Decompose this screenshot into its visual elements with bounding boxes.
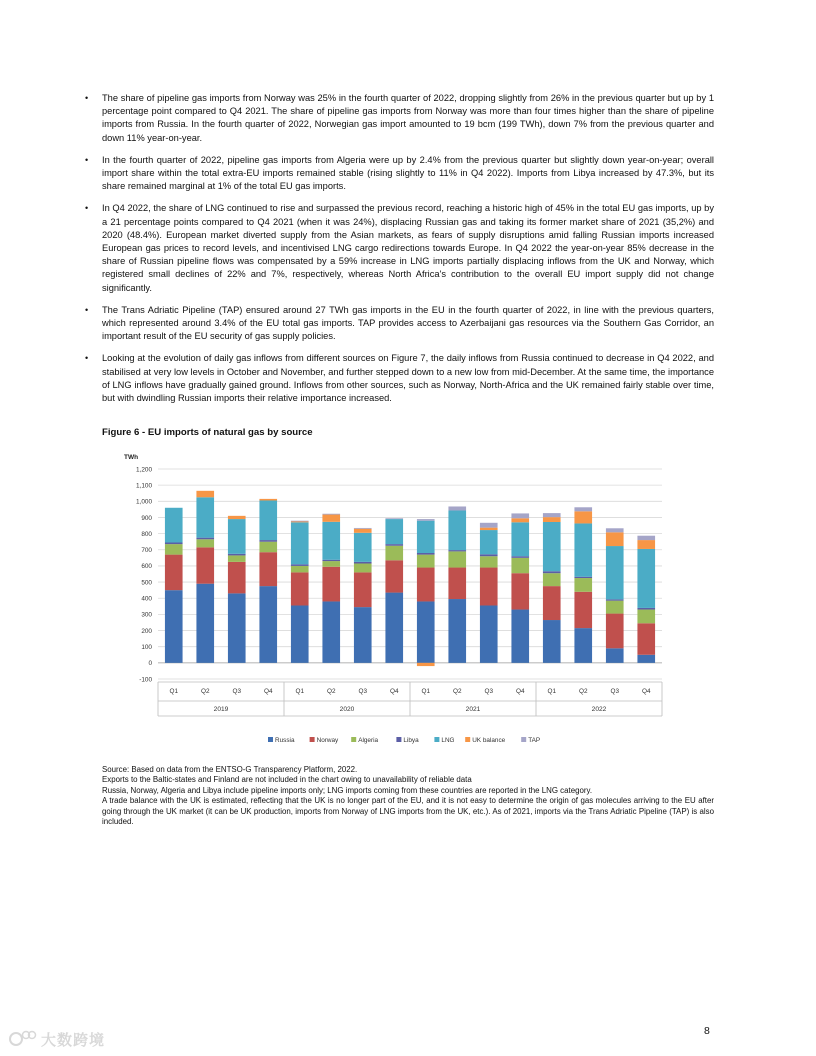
bar-segment — [574, 507, 592, 511]
bullet-text: In the fourth quarter of 2022, pipeline gas imports from Algeria were up by 2.4% from the previous quarter but slightly down year-on-year; overall import share within the total extra-EU imports remained stable (rising slightly to 11% in Q4 2022). Imports from Libya increased by 47.3%, but its share remained marginal at 1% of the total EU gas imports. — [102, 154, 714, 192]
bar-segment — [606, 614, 624, 649]
y-tick-label: 1,000 — [136, 498, 152, 506]
bar-segment — [480, 606, 498, 663]
bullet-text: Looking at the evolution of daily gas inflows from different sources on Figure 7, the daily inflows from Russia continued to decrease in Q4 2022, and stabilised at very low levels in October and November, and further stepped down to a new low from mid-December. At the same time, the importance of LNG inflows have gradually gained ground. Inflows from other sources, such as Norway, North-Africa and the UK remained fairly stable over time, but with dwindling Russian imports their relative importance increased. — [102, 353, 714, 404]
bar-segment — [196, 497, 214, 537]
x-tick-label: Q3 — [358, 688, 368, 695]
bar-segment — [511, 513, 529, 518]
bar-segment — [543, 620, 561, 663]
bar-segment — [574, 628, 592, 663]
bar-segment — [543, 573, 561, 586]
bullet-algeria — [84, 154, 714, 194]
bar-segment — [385, 519, 403, 544]
x-tick-label: Q2 — [326, 688, 336, 695]
year-group-label: 2019 — [213, 706, 229, 713]
bar-segment — [480, 556, 498, 567]
bar-segment — [511, 558, 529, 573]
bar-segment — [480, 554, 498, 556]
legend-label: Norway — [316, 737, 339, 744]
legend-label: TAP — [528, 737, 541, 744]
legend — [268, 737, 540, 744]
bar-segment — [511, 556, 529, 558]
bullet-text: The Trans Adriatic Pipeline (TAP) ensured around 27 TWh gas imports in the EU in the fourth quarter of 2022, in line with the previous quarters, which represented around 3.4% of the EU total gas imports. TAP provides access to Azerbaijani gas resources via the Southern Gas Corridor, an important result of the EU security of gas supply policies. — [102, 304, 714, 342]
bar-segment — [574, 511, 592, 523]
bullet-list — [84, 92, 714, 414]
bar-segment — [291, 521, 309, 522]
legend-swatch — [434, 737, 439, 742]
bar-segment — [196, 538, 214, 540]
bar-segment — [228, 519, 246, 554]
bar-segment — [322, 561, 340, 567]
bar-segment — [196, 491, 214, 497]
bar-segment — [196, 539, 214, 547]
legend-swatch — [521, 737, 526, 742]
y-tick-label: -100 — [139, 676, 152, 684]
bar-segment — [448, 568, 466, 600]
legend-swatch — [310, 737, 315, 742]
bar-segment — [196, 584, 214, 663]
y-tick-label: 0 — [148, 660, 152, 668]
bar-segment — [606, 532, 624, 546]
bar-segment — [354, 528, 372, 529]
y-tick-label: 200 — [141, 627, 152, 635]
year-group-label: 2022 — [591, 706, 607, 713]
bar-segment — [354, 529, 372, 533]
bar-segment — [637, 655, 655, 663]
x-tick-label: Q4 — [389, 688, 399, 695]
bar-segment — [543, 522, 561, 571]
bar-segment — [291, 606, 309, 663]
y-tick-label: 700 — [141, 547, 152, 555]
uk-balance-note: A trade balance with the UK is estimated, reflecting that the UK is no longer part of the EU, and it is not easy to determine the origin of gas molecules arriving to the EU after going through the UK market (it can be UK production, imports from Norway of LNG imports from the UK, etc.). As of 2021, imports via the Trans Adriatic Pipeline (TAP) is also included. — [102, 796, 714, 827]
bar-segment — [228, 593, 246, 662]
x-tick-label: Q1 — [295, 688, 305, 695]
legend-label: UK balance — [472, 737, 506, 744]
bar-segment — [385, 518, 403, 519]
bullet-dot: • — [85, 304, 89, 315]
y-tick-label: 600 — [141, 563, 152, 571]
bar-segment — [165, 555, 183, 591]
y-tick-label: 1,100 — [136, 482, 152, 490]
bar-segment — [637, 549, 655, 608]
bar-segment — [228, 555, 246, 561]
bar-segment — [606, 648, 624, 663]
legend-label: Libya — [403, 737, 419, 744]
bar-segment — [417, 519, 435, 521]
bar-segment — [480, 528, 498, 530]
gas-imports-chart — [100, 448, 670, 753]
bar-segment — [606, 599, 624, 600]
bullet-dot: • — [85, 93, 89, 103]
bar-segment — [354, 562, 372, 564]
x-tick-label: Q3 — [484, 688, 494, 695]
x-tick-label: Q1 — [547, 688, 557, 695]
bar-segment — [511, 518, 529, 522]
source-note: Source: Based on data from the ENTSO-G Transparency Platform, 2022. — [102, 765, 358, 774]
bullet-text: In Q4 2022, the share of LNG continued to rise and surpassed the previous record, reaching a historic high of 45% in the total EU gas imports, up by a 21 percentage points compared to Q4 2021 (when it was 24%), displacing Russian gas and taking its former market share of 2021 (35,2%) and 2020 (48.4%). European market diverted supply from the Asian markets, as fears of supply disruptions amid falling Russian imports increased European gas prices to record levels, and incentivised LNG cargo redirections towards Europe. In Q4 2022 the year-on-year 85% decrease in the share of Russian pipeline flows was compensated by a 59% increase in LNG imports partially displacing inflows from the UK and Norway, which registered small declines of 22% and 7%, respectively, whereas North Africa's contribution to the overall EU import supply did not change significantly. — [102, 203, 714, 293]
bar-segment — [543, 571, 561, 573]
bullet-text: The share of pipeline gas imports from Norway was 25% in the fourth quarter of 2022, dropping slightly from 26% in the previous quarter but up by 1 percentage point compared to Q4 2021. The share of pipeline gas imports from Norway was more than four times higher than the share of pipeline imports from Russia. In the fourth quarter of 2022, Norwegian gas import amounted to 19 bcm (199 TWh), down 7% from the previous quarter and down 11% year-on-year. — [102, 93, 714, 143]
bar-segment — [417, 555, 435, 568]
legend-swatch — [268, 737, 273, 742]
bar-segment — [543, 517, 561, 522]
year-group-label: 2021 — [465, 706, 481, 713]
legend-swatch — [396, 737, 401, 742]
bar-segment — [354, 607, 372, 663]
bar-segment — [417, 601, 435, 662]
bar-segment — [448, 511, 466, 551]
bar-segment — [606, 601, 624, 614]
watermark-text: 大数跨境 — [41, 1031, 106, 1049]
bar-segment — [259, 501, 277, 541]
bar-segment — [606, 528, 624, 532]
bar-segment — [637, 610, 655, 624]
bar-segment — [480, 523, 498, 528]
bar-segment — [196, 547, 214, 583]
bar-segment — [637, 623, 655, 655]
x-tick-label: Q2 — [578, 688, 588, 695]
legend-swatch — [465, 737, 470, 742]
bar-segment — [417, 553, 435, 555]
bar-segment — [385, 544, 403, 546]
bullet-lng — [84, 202, 714, 294]
bar-segment — [354, 533, 372, 562]
bar-segment — [228, 554, 246, 556]
bar-segment — [385, 546, 403, 561]
legend-swatch — [351, 737, 356, 742]
bar-segment — [574, 592, 592, 628]
y-tick-label: 1,200 — [136, 466, 152, 474]
baltic-note: Exports to the Baltic-states and Finland are not included in the chart owing to unavailability of reliable data — [102, 775, 472, 785]
bar-segment — [259, 540, 277, 542]
legend-label: Algeria — [358, 737, 379, 744]
watermark — [8, 1028, 105, 1050]
y-axis-label: TWh — [124, 454, 139, 461]
bullet-dot: • — [85, 203, 89, 214]
bar-segment — [448, 506, 466, 510]
bullet-tap — [84, 304, 714, 344]
bar-segment — [417, 663, 435, 666]
bar-segment — [543, 586, 561, 620]
bar-segment — [417, 521, 435, 553]
bar-segment — [322, 560, 340, 561]
bar-segment — [322, 515, 340, 522]
bar-segment — [480, 530, 498, 554]
bullet-norway — [84, 92, 714, 145]
watermark-logo-icon — [8, 1028, 38, 1050]
legend-label: LNG — [441, 737, 455, 744]
x-tick-label: Q3 — [232, 688, 242, 695]
bar-segment — [354, 564, 372, 573]
bar-segment — [574, 578, 592, 592]
bar-segment — [322, 514, 340, 515]
bar-segment — [511, 522, 529, 556]
y-tick-label: 900 — [141, 514, 152, 522]
x-tick-label: Q1 — [421, 688, 431, 695]
bar-segment — [322, 522, 340, 560]
bar-segment — [574, 523, 592, 576]
bar-segment — [165, 508, 183, 543]
page-number: 8 — [704, 1025, 710, 1037]
bar-segment — [259, 586, 277, 663]
bar-segment — [511, 610, 529, 663]
bar-segment — [385, 560, 403, 592]
bar-segment — [165, 543, 183, 545]
legend-label: Russia — [275, 737, 295, 744]
x-tick-label: Q4 — [515, 688, 525, 695]
bar-segment — [291, 522, 309, 564]
bar-segment — [228, 516, 246, 519]
pipeline-note: Russia, Norway, Algeria and Libya include pipeline imports only; LNG imports coming from these countries are reported in the LNG category. — [102, 785, 593, 795]
bar-segment — [448, 599, 466, 663]
x-tick-label: Q1 — [169, 688, 179, 695]
bar-segment — [259, 499, 277, 501]
bullet-dot: • — [85, 353, 89, 364]
figure-notes — [102, 765, 714, 827]
bar-segment — [448, 550, 466, 551]
x-tick-label: Q4 — [641, 688, 651, 695]
y-tick-label: 800 — [141, 530, 152, 538]
bar-segment — [574, 577, 592, 578]
figure-title: Figure 6 - EU imports of natural gas by source — [102, 427, 313, 438]
bar-segment — [606, 546, 624, 599]
bar-segment — [637, 608, 655, 610]
bar-segment — [543, 513, 561, 517]
y-tick-label: 500 — [141, 579, 152, 587]
bar-segment — [259, 552, 277, 586]
bar-segment — [165, 590, 183, 663]
y-tick-label: 100 — [141, 643, 152, 651]
bar-segment — [417, 568, 435, 602]
bar-segment — [228, 562, 246, 594]
x-tick-label: Q3 — [610, 688, 620, 695]
bar-segment — [291, 564, 309, 566]
bar-segment — [322, 567, 340, 602]
bar-segment — [322, 601, 340, 662]
bar-segment — [354, 572, 372, 607]
bar-segment — [637, 536, 655, 540]
bar-segment — [385, 593, 403, 663]
bar-segment — [165, 544, 183, 555]
bar-segment — [511, 573, 529, 609]
x-tick-label: Q2 — [452, 688, 462, 695]
y-tick-label: 300 — [141, 611, 152, 619]
bar-segment — [480, 568, 498, 606]
year-group-label: 2020 — [339, 706, 355, 713]
bar-segment — [291, 566, 309, 572]
x-tick-label: Q2 — [200, 688, 210, 695]
bar-segment — [637, 540, 655, 549]
y-tick-label: 400 — [141, 595, 152, 603]
bullet-dot: • — [85, 154, 89, 165]
bar-segment — [291, 572, 309, 605]
bar-segment — [259, 542, 277, 553]
bar-segment — [448, 551, 466, 567]
bar-segment — [291, 522, 309, 523]
bullet-daily-inflows — [84, 352, 714, 405]
x-tick-label: Q4 — [263, 688, 273, 695]
